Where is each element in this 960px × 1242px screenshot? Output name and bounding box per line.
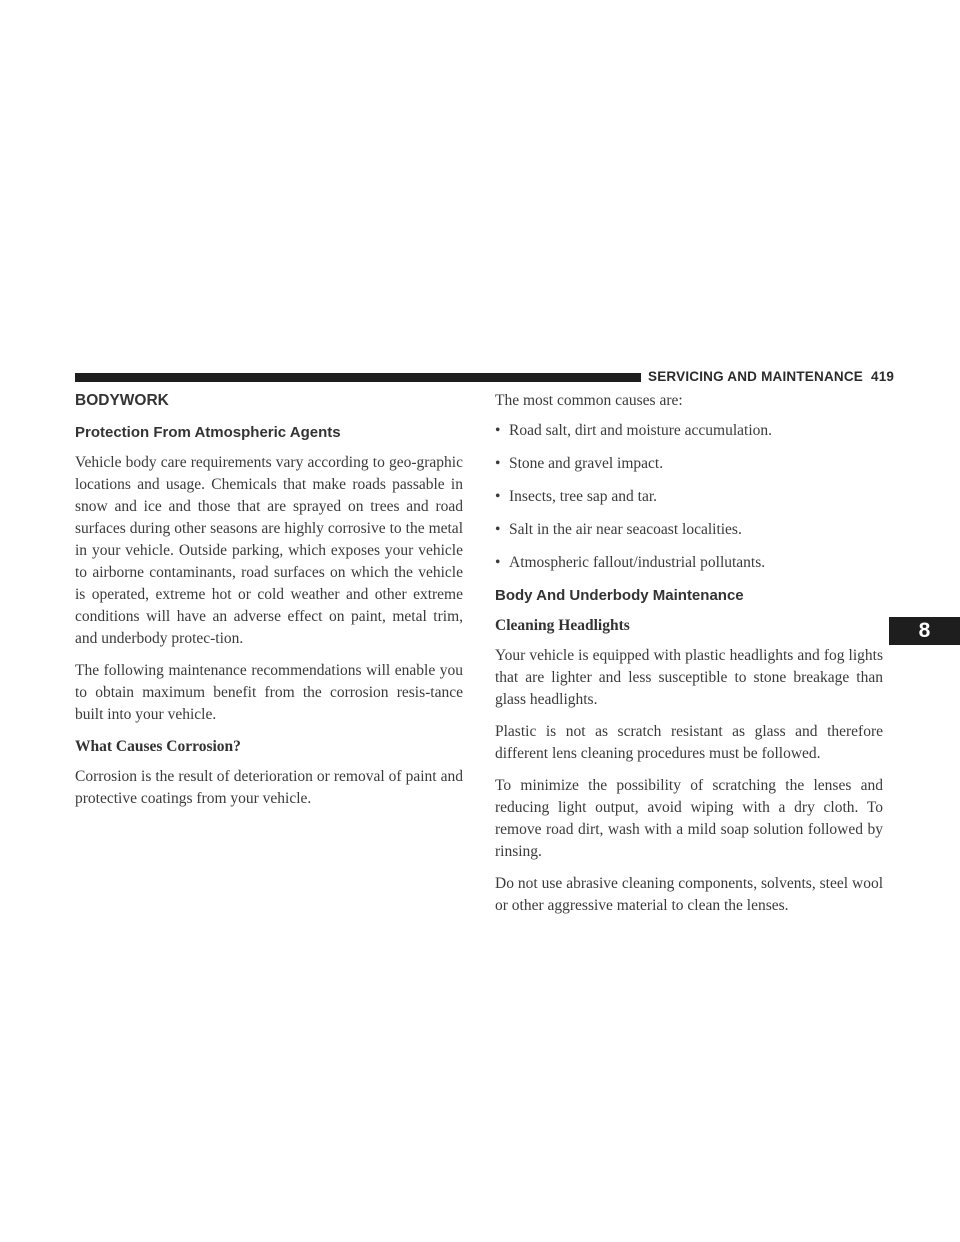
causes-list	[495, 420, 883, 574]
paragraph-minimize-scratching: To minimize the possibility of scratching the lenses and reducing light output, avoid wiping with a dry cloth. To remove road dirt, wash with a mild soap solution followed by rinsing.	[495, 777, 883, 860]
list-item: • Insects, tree sap and tar.	[495, 486, 883, 508]
subheading-atmospheric: Protection From Atmospheric Agents	[75, 424, 341, 441]
title-what-causes-corrosion: What Causes Corrosion?	[75, 738, 241, 755]
page-number: 419	[871, 369, 895, 384]
right-column	[495, 390, 883, 927]
paragraph-body-care: Vehicle body care requirements vary according to geo-graphic locations and usage. Chemicals that make roads passable in snow and ice and those that are sprayed on trees and road surfaces during other seasons are highly corrosive to the metal in your vehicle. Outside parking, which exposes your vehicle to airborne contaminants, road surfaces on which the vehicle is operated, extreme hot or cold weather and other extreme conditions will have an adverse effect on paint, metal trim, and underbody protec-tion.	[75, 454, 463, 647]
chapter-number: 8	[918, 619, 931, 642]
subheading-body-underbody: Body And Underbody Maintenance	[495, 587, 744, 604]
paragraph-scratch-resistant: Plastic is not as scratch resistant as glass and therefore different lens cleaning procedures must be followed.	[495, 723, 883, 762]
list-item: • Salt in the air near seacoast localities.	[495, 519, 883, 541]
paragraph-recommendations: The following maintenance recommendations will enable you to obtain maximum benefit from the corrosion resis-tance built into your vehicle.	[75, 662, 463, 723]
header-section-title: SERVICING AND MAINTENANCE	[648, 369, 864, 384]
left-column	[75, 390, 463, 820]
paragraph-corrosion: Corrosion is the result of deterioration or removal of paint and protective coatings from your vehicle.	[75, 768, 463, 807]
section-heading: BODYWORK	[75, 392, 169, 409]
title-cleaning-headlights: Cleaning Headlights	[495, 617, 630, 634]
header-rule	[75, 373, 641, 382]
running-header	[648, 369, 894, 384]
paragraph-common-causes: The most common causes are:	[495, 392, 683, 409]
list-item: • Stone and gravel impact.	[495, 453, 883, 475]
list-item: • Atmospheric fallout/industrial pollutants.	[495, 552, 883, 574]
chapter-tab	[889, 617, 960, 645]
paragraph-do-not-use: Do not use abrasive cleaning components, solvents, steel wool or other aggressive material to clean the lenses.	[495, 875, 883, 914]
paragraph-plastic-headlights: Your vehicle is equipped with plastic headlights and fog lights that are lighter and less susceptible to stone breakage than glass headlights.	[495, 647, 883, 708]
list-item: • Road salt, dirt and moisture accumulation.	[495, 420, 883, 442]
